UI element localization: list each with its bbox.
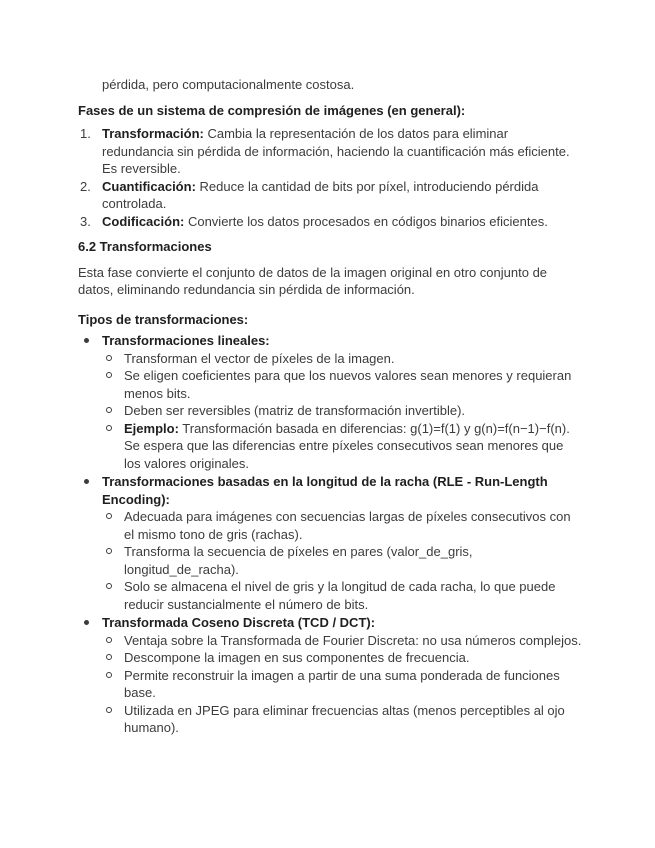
types-list [78,332,583,737]
type-group-title: Transformaciones basadas en la longitud de la racha (RLE - Run-Length Encoding): [102,474,548,507]
phase-number: 1. [80,126,91,141]
list-item: Transforman el vector de píxeles de la imagen. [102,350,583,368]
types-heading: Tipos de transformaciones: [78,311,249,327]
phases-list [78,125,583,230]
type-group-linear [78,332,583,472]
phase-text: Cambia la representación de los datos para eliminar redundancia sin pérdida de información, haciendo la cuantificación más eficiente. Es reversible. [102,126,570,176]
document-body [78,76,583,737]
phase-item [78,178,583,213]
type-sublist [102,350,583,473]
phase-text: Reduce la cantidad de bits por píxel, introduciendo pérdida controlada. [102,178,539,211]
phase-item [78,213,583,231]
type-group-title: Transformaciones lineales: [102,333,270,348]
type-sublist [102,632,583,737]
phase-text: Convierte los datos procesados en códigos binarios eficientes. [184,213,548,229]
list-item: Solo se almacena el nivel de gris y la longitud de cada racha, lo que puede reducir sustancialmente el número de bits. [102,578,583,613]
phase-number: 2. [80,178,91,194]
phase-number: 3. [80,213,91,229]
section-title: 6.2 Transformaciones [78,239,212,254]
phases-heading: Fases de un sistema de compresión de imágenes (en general): [78,102,466,118]
section-paragraph: Esta fase convierte el conjunto de datos de la imagen original en otro conjunto de datos, eliminando redundancia sin pérdida de información. [78,264,548,297]
list-item: Descompone la imagen en sus componentes de frecuencia. [102,649,583,667]
phase-label: Transformación: [102,126,204,141]
type-sublist [102,508,583,613]
list-item: Adecuada para imágenes con secuencias largas de píxeles consecutivos con el mismo tono de gris (rachas). [102,508,583,543]
example-label: Ejemplo: [124,420,179,436]
phase-label: Codificación: [102,213,185,229]
type-group-title: Transformada Coseno Discreta (TCD / DCT): [102,615,376,630]
list-item: Ventaja sobre la Transformada de Fourier Discreta: no usa números complejos. [102,632,583,650]
list-item-example [102,420,583,473]
type-group-dct [78,614,583,737]
list-item: Transforma la secuencia de píxeles en pares (valor_de_gris, longitud_de_racha). [102,543,583,578]
list-item: Deben ser reversibles (matriz de transformación invertible). [102,402,583,420]
list-item: Permite reconstruir la imagen a partir de una suma ponderada de funciones base. [102,667,583,702]
example-text: Transformación basada en diferencias: g(1)=f(1) y g(n)=f(n−1)−f(n). Se espera que las diferencias entre píxeles consecutivos sean menores que los valores originales. [124,420,570,471]
type-group-rle [78,473,583,613]
phase-label: Cuantificación: [102,178,196,194]
list-item: Se eligen coeficientes para que los nuevos valores sean menores y requieran menos bits. [102,367,583,402]
phase-item [78,125,583,178]
list-item: Utilizada en JPEG para eliminar frecuencias altas (menos perceptibles al ojo humano). [102,702,583,737]
intro-continuation: pérdida, pero computacionalmente costosa. [102,77,355,92]
